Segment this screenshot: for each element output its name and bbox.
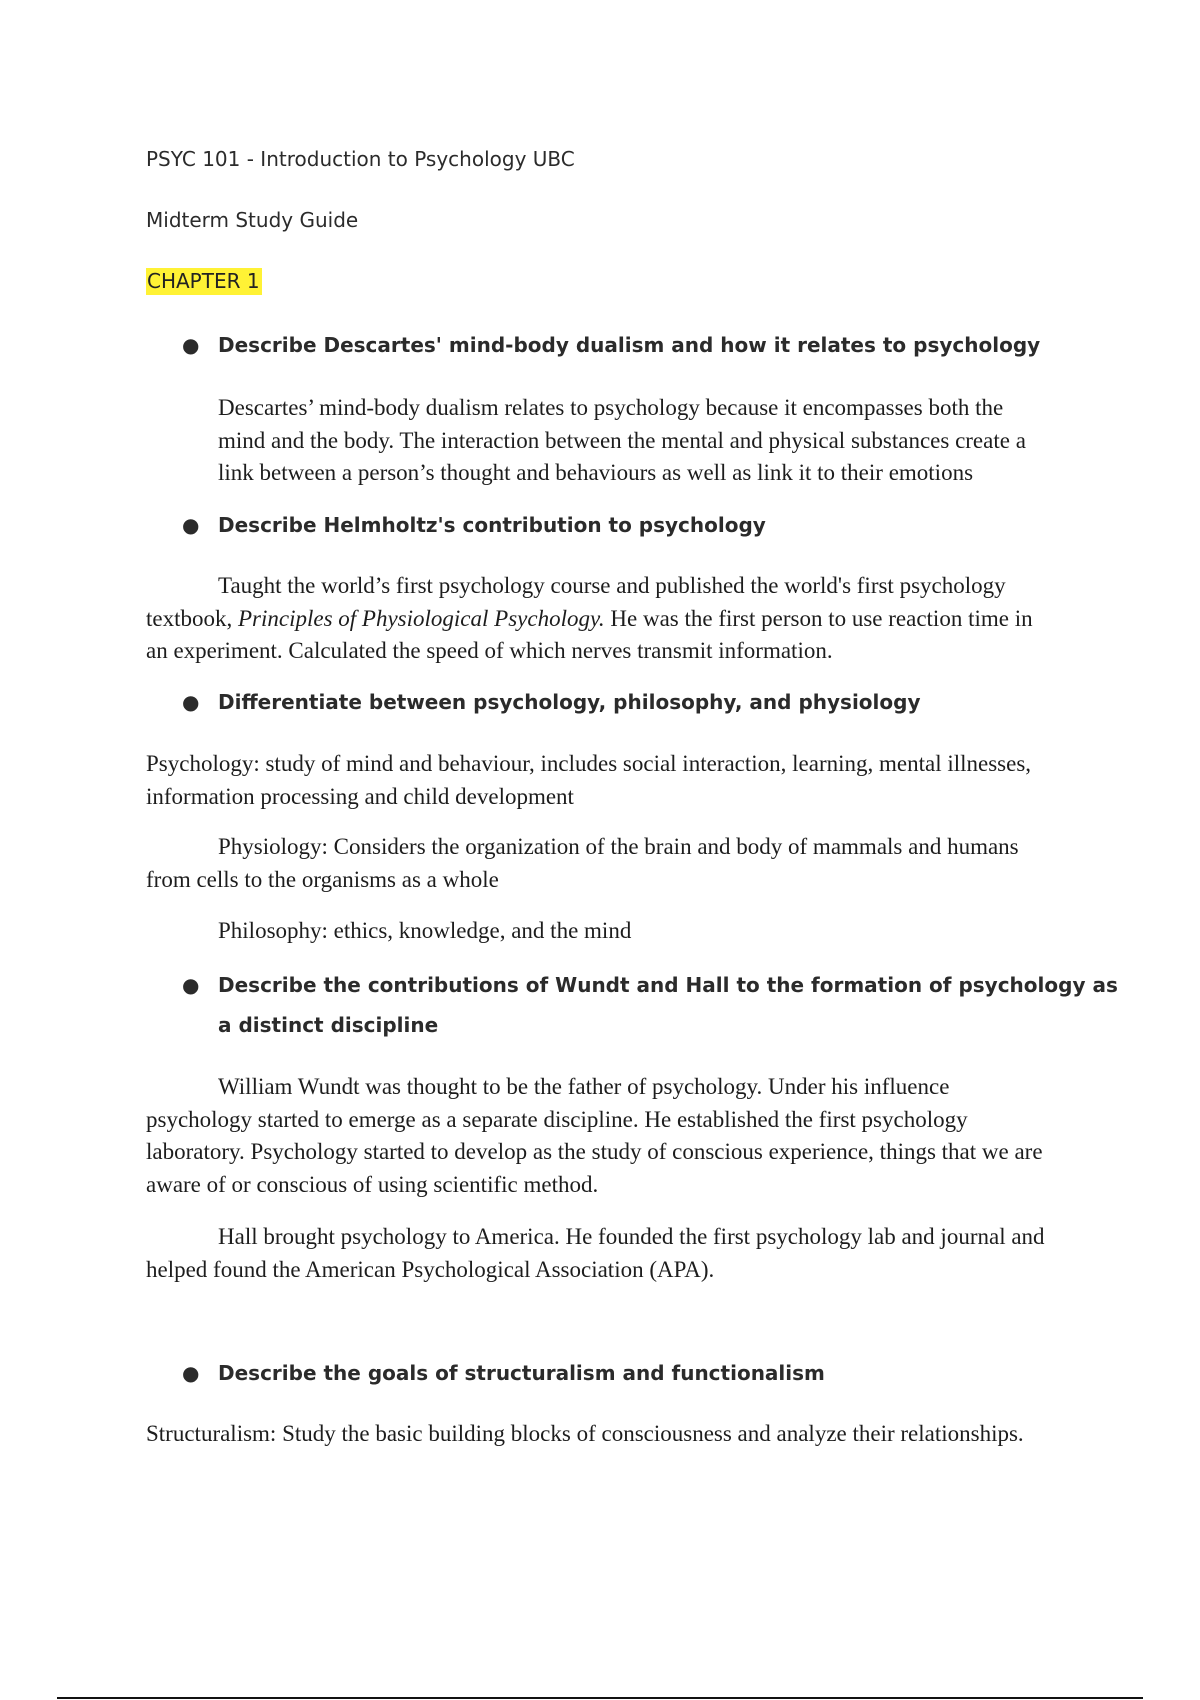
physiology-definition xyxy=(146,831,1019,896)
page-bottom-rule xyxy=(57,1697,1143,1699)
paragraph-line: helped found the American Psychological Association (APA). xyxy=(146,1256,715,1282)
descartes-paragraph xyxy=(218,392,1026,490)
paragraph-line: an experiment. Calculated the speed of which nerves transmit information. xyxy=(146,638,833,663)
document-title: PSYC 101 - Introduction to Psychology UBC xyxy=(146,147,575,171)
bullet-text: Describe Helmholtz's contribution to psychology xyxy=(218,513,766,537)
paragraph-line: Psychology: study of mind and behaviour, includes social interaction, learning, mental illnesses, xyxy=(146,751,1032,776)
bullet-text: Describe the goals of structuralism and functionalism xyxy=(218,1361,825,1385)
paragraph-line: Physiology: Considers the organization of the brain and body of mammals and humans xyxy=(218,834,1019,859)
structuralism-definition xyxy=(146,1418,1024,1451)
paragraph-line: aware of or conscious of using scientific method. xyxy=(146,1171,599,1197)
paragraph-line: psychology started to emerge as a separate discipline. He established the first psychology xyxy=(146,1106,968,1132)
paragraph-line: information processing and child development xyxy=(146,783,574,809)
bullet-icon: ● xyxy=(182,690,200,714)
paragraph-line: laboratory. Psychology started to develop as the study of conscious experience, things that we are xyxy=(146,1139,1043,1164)
text-run: textbook, xyxy=(146,605,238,631)
helmholtz-paragraph xyxy=(146,570,1033,668)
bullet-text: Differentiate between psychology, philosophy, and physiology xyxy=(218,690,921,714)
bullet-icon: ● xyxy=(182,333,200,357)
chapter-heading: CHAPTER 1 xyxy=(147,269,260,293)
psychology-definition xyxy=(146,748,1031,813)
philosophy-definition xyxy=(218,915,631,948)
bullet-text: Describe Descartes' mind-body dualism and how it relates to psychology xyxy=(218,333,1041,357)
hall-paragraph xyxy=(146,1221,1045,1286)
bullet-icon: ● xyxy=(182,973,200,997)
bullet-icon: ● xyxy=(182,1361,200,1385)
bullet-text: Describe the contributions of Wundt and Hall to the formation of psychology as xyxy=(218,973,1118,997)
wundt-paragraph xyxy=(146,1071,1043,1201)
bullet-icon: ● xyxy=(182,513,200,537)
text-run: He was the first person to use reaction time in xyxy=(604,605,1033,631)
paragraph-line: William Wundt was thought to be the father of psychology. Under his influence xyxy=(218,1074,950,1099)
paragraph-line: mind and the body. The interaction between the mental and physical substances create a xyxy=(218,427,1026,453)
paragraph-line: Structuralism: Study the basic building blocks of consciousness and analyze their relationships. xyxy=(146,1421,1024,1446)
paragraph-line: Descartes’ mind-body dualism relates to psychology because it encompasses both the xyxy=(218,395,1004,420)
bullet-text: a distinct discipline xyxy=(218,1013,439,1037)
paragraph-line: link between a person’s thought and behaviours as well as link it to their emotions xyxy=(218,460,974,485)
paragraph-line xyxy=(146,603,1033,636)
paragraph-line: Taught the world’s first psychology course and published the world's first psychology xyxy=(218,573,1006,598)
paragraph-line: Hall brought psychology to America. He founded the first psychology lab and journal and xyxy=(218,1224,1045,1249)
paragraph-line: from cells to the organisms as a whole xyxy=(146,866,499,892)
document-subtitle: Midterm Study Guide xyxy=(146,208,359,232)
book-title: Principles of Physiological Psychology. xyxy=(238,605,605,631)
paragraph-line: Philosophy: ethics, knowledge, and the mind xyxy=(218,918,632,943)
